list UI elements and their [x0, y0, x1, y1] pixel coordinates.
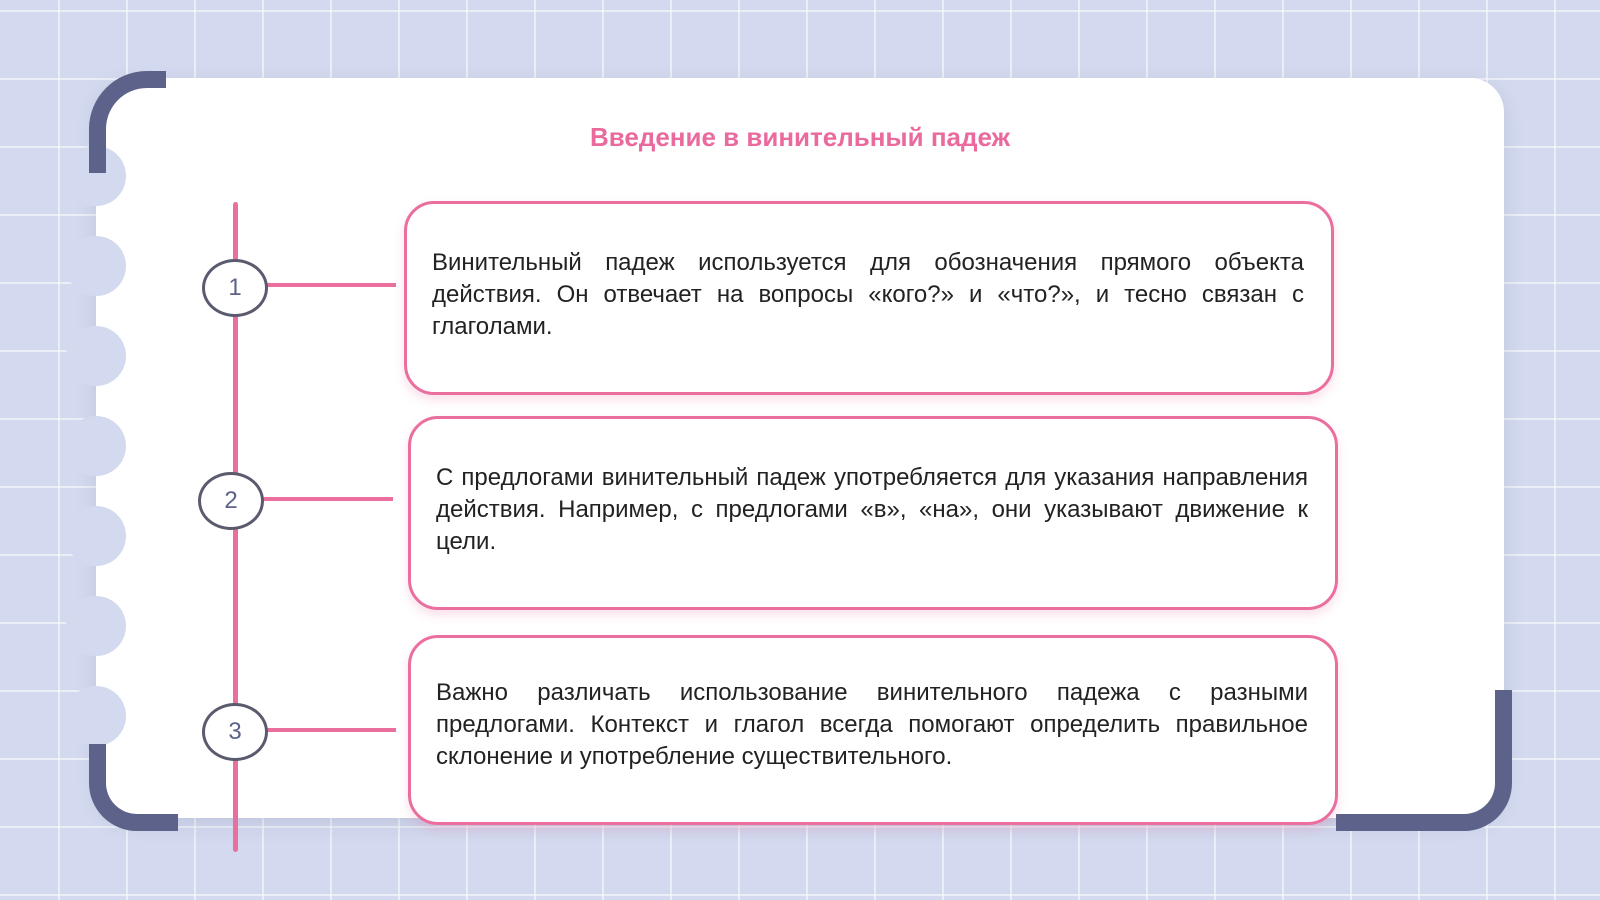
sheet-notch [66, 416, 126, 476]
timeline-connector [263, 497, 393, 501]
corner-bracket-bottom-left [89, 744, 178, 831]
sheet-notch [66, 326, 126, 386]
step-number-2: 2 [198, 472, 264, 530]
corner-bracket-bottom-right [1336, 690, 1512, 831]
step-text-3: Важно различать использование винительного падежа с разными предлогами. Контекст и глагол всегда помогают определить правильное склонение и употребление существительного. [436, 679, 1308, 770]
sheet-notch [66, 596, 126, 656]
step-text-1: Винительный падеж используется для обозначения прямого объекта действия. Он отвечает на вопросы «кого?» и «что?», и тесно связан с глаголами. [432, 249, 1304, 340]
slide-title: Введение в винительный падеж [589, 122, 1011, 152]
step-card-1 [404, 201, 1334, 395]
timeline-connector [266, 728, 396, 732]
step-card-3 [408, 635, 1338, 825]
sheet-notch [66, 506, 126, 566]
step-number-1: 1 [202, 259, 268, 317]
step-card-2 [408, 416, 1338, 610]
step-number-3: 3 [202, 703, 268, 761]
sheet-notch [66, 236, 126, 296]
timeline-connector [266, 283, 396, 287]
step-text-2: С предлогами винительный падеж употребляется для указания направления действия. Например, с предлогами «в», «на», они указывают движение к цели. [436, 464, 1308, 555]
sheet-notch [66, 686, 126, 746]
